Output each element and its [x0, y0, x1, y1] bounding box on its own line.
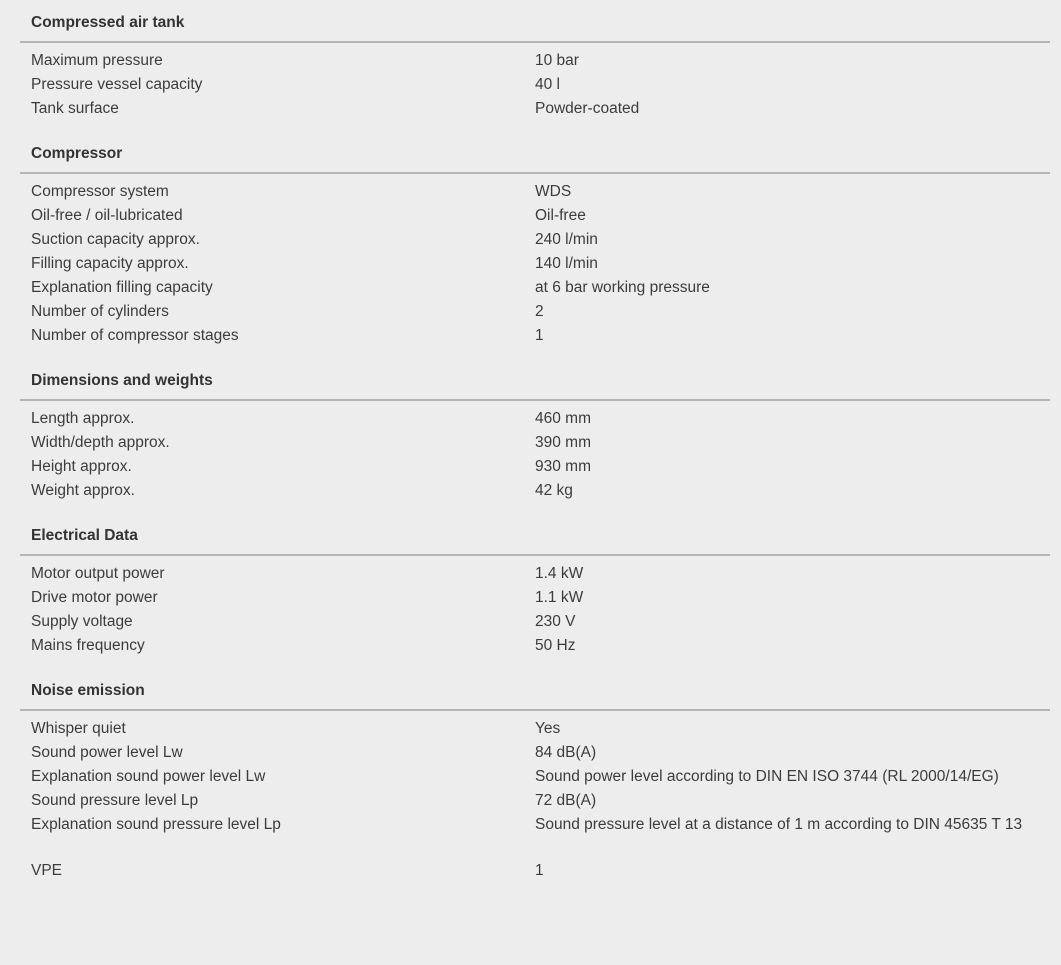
- spec-value: 42 kg: [535, 482, 573, 499]
- spec-row: [20, 562, 1050, 586]
- spec-row: [20, 479, 1050, 503]
- spec-row: [20, 813, 1050, 837]
- spec-label: Mains frequency: [31, 637, 145, 654]
- section-title: Compressed air tank: [20, 0, 1050, 43]
- spec-value: 140 l/min: [535, 255, 598, 272]
- spec-row: [20, 634, 1050, 658]
- spec-value: Sound power level according to DIN EN ISO 3744 (RL 2000/14/EG): [535, 768, 999, 785]
- section-noise-emission: [20, 668, 1050, 837]
- technical-specifications: [20, 0, 1050, 883]
- spec-label: Explanation sound pressure level Lp: [31, 816, 281, 833]
- spec-value: at 6 bar working pressure: [535, 279, 710, 296]
- spec-label: Compressor system: [31, 183, 169, 200]
- spec-row: [20, 431, 1050, 455]
- spec-value: 460 mm: [535, 410, 591, 427]
- spec-value: 84 dB(A): [535, 744, 597, 761]
- spec-value: WDS: [535, 183, 572, 200]
- spec-label: Height approx.: [31, 458, 132, 475]
- spec-value: 1: [535, 862, 544, 879]
- spec-label: Number of cylinders: [31, 303, 169, 320]
- spec-row: [20, 49, 1050, 73]
- spec-value: 72 dB(A): [535, 792, 597, 809]
- spec-value: 230 V: [535, 613, 576, 630]
- spec-row: [20, 204, 1050, 228]
- spec-row: [20, 610, 1050, 634]
- section-title: Electrical Data: [20, 513, 1050, 556]
- spec-value: Oil-free: [535, 207, 586, 224]
- spec-row: [20, 180, 1050, 204]
- spec-label: Oil-free / oil-lubricated: [31, 207, 183, 224]
- spec-row: [20, 276, 1050, 300]
- section-title: Compressor: [20, 131, 1050, 174]
- spec-label: Pressure vessel capacity: [31, 76, 203, 93]
- spec-label: Weight approx.: [31, 482, 135, 499]
- spec-label: Tank surface: [31, 100, 119, 117]
- spec-label: Filling capacity approx.: [31, 255, 189, 272]
- spec-value: 240 l/min: [535, 231, 598, 248]
- spec-value: 1.1 kW: [535, 589, 584, 606]
- spec-row: [20, 765, 1050, 789]
- spec-label: Supply voltage: [31, 613, 133, 630]
- spec-value: Sound pressure level at a distance of 1 m according to DIN 45635 T 13: [535, 816, 1023, 833]
- spec-rows: [20, 401, 1050, 503]
- section-dimensions-and-weights: [20, 358, 1050, 503]
- spec-row: [20, 407, 1050, 431]
- section-title: Dimensions and weights: [20, 358, 1050, 401]
- spec-label: Explanation filling capacity: [31, 279, 213, 296]
- spec-label: Explanation sound power level Lw: [31, 768, 266, 785]
- spec-label: Number of compressor stages: [31, 327, 239, 344]
- section-title: Noise emission: [20, 668, 1050, 711]
- spec-value: 1: [535, 327, 544, 344]
- section-compressor: [20, 131, 1050, 348]
- spec-value: 2: [535, 303, 544, 320]
- section-electrical-data: [20, 513, 1050, 658]
- spec-row: [20, 741, 1050, 765]
- spec-label: VPE: [31, 862, 63, 879]
- spec-row: [20, 73, 1050, 97]
- spec-value: 930 mm: [535, 458, 591, 475]
- spec-row: [20, 789, 1050, 813]
- spec-label: Sound power level Lw: [31, 744, 183, 761]
- spec-value: 50 Hz: [535, 637, 576, 654]
- spec-value: 10 bar: [535, 52, 579, 69]
- section-compressed-air-tank: [20, 0, 1050, 121]
- spec-row: [20, 252, 1050, 276]
- spec-rows: [20, 174, 1050, 348]
- spec-value: 40 l: [535, 76, 560, 93]
- spec-row: [20, 717, 1050, 741]
- spec-label: Suction capacity approx.: [31, 231, 200, 248]
- spec-row: [20, 228, 1050, 252]
- spec-label: Width/depth approx.: [31, 434, 170, 451]
- spec-row: [20, 97, 1050, 121]
- spec-row: [20, 455, 1050, 479]
- spec-value: Yes: [535, 720, 561, 737]
- spec-label: Sound pressure level Lp: [31, 792, 199, 809]
- spec-row-vpe: [20, 859, 1050, 883]
- spec-label: Drive motor power: [31, 589, 158, 606]
- spec-row: [20, 324, 1050, 348]
- spec-value: 390 mm: [535, 434, 591, 451]
- spec-rows: [20, 43, 1050, 121]
- spec-row: [20, 300, 1050, 324]
- spec-value: 1.4 kW: [535, 565, 584, 582]
- spec-label: Maximum pressure: [31, 52, 163, 69]
- spec-value: Powder-coated: [535, 100, 640, 117]
- spec-label: Motor output power: [31, 565, 165, 582]
- spec-label: Whisper quiet: [31, 720, 126, 737]
- spec-row: [20, 586, 1050, 610]
- spec-rows: [20, 556, 1050, 658]
- spec-rows: [20, 711, 1050, 837]
- spec-label: Length approx.: [31, 410, 135, 427]
